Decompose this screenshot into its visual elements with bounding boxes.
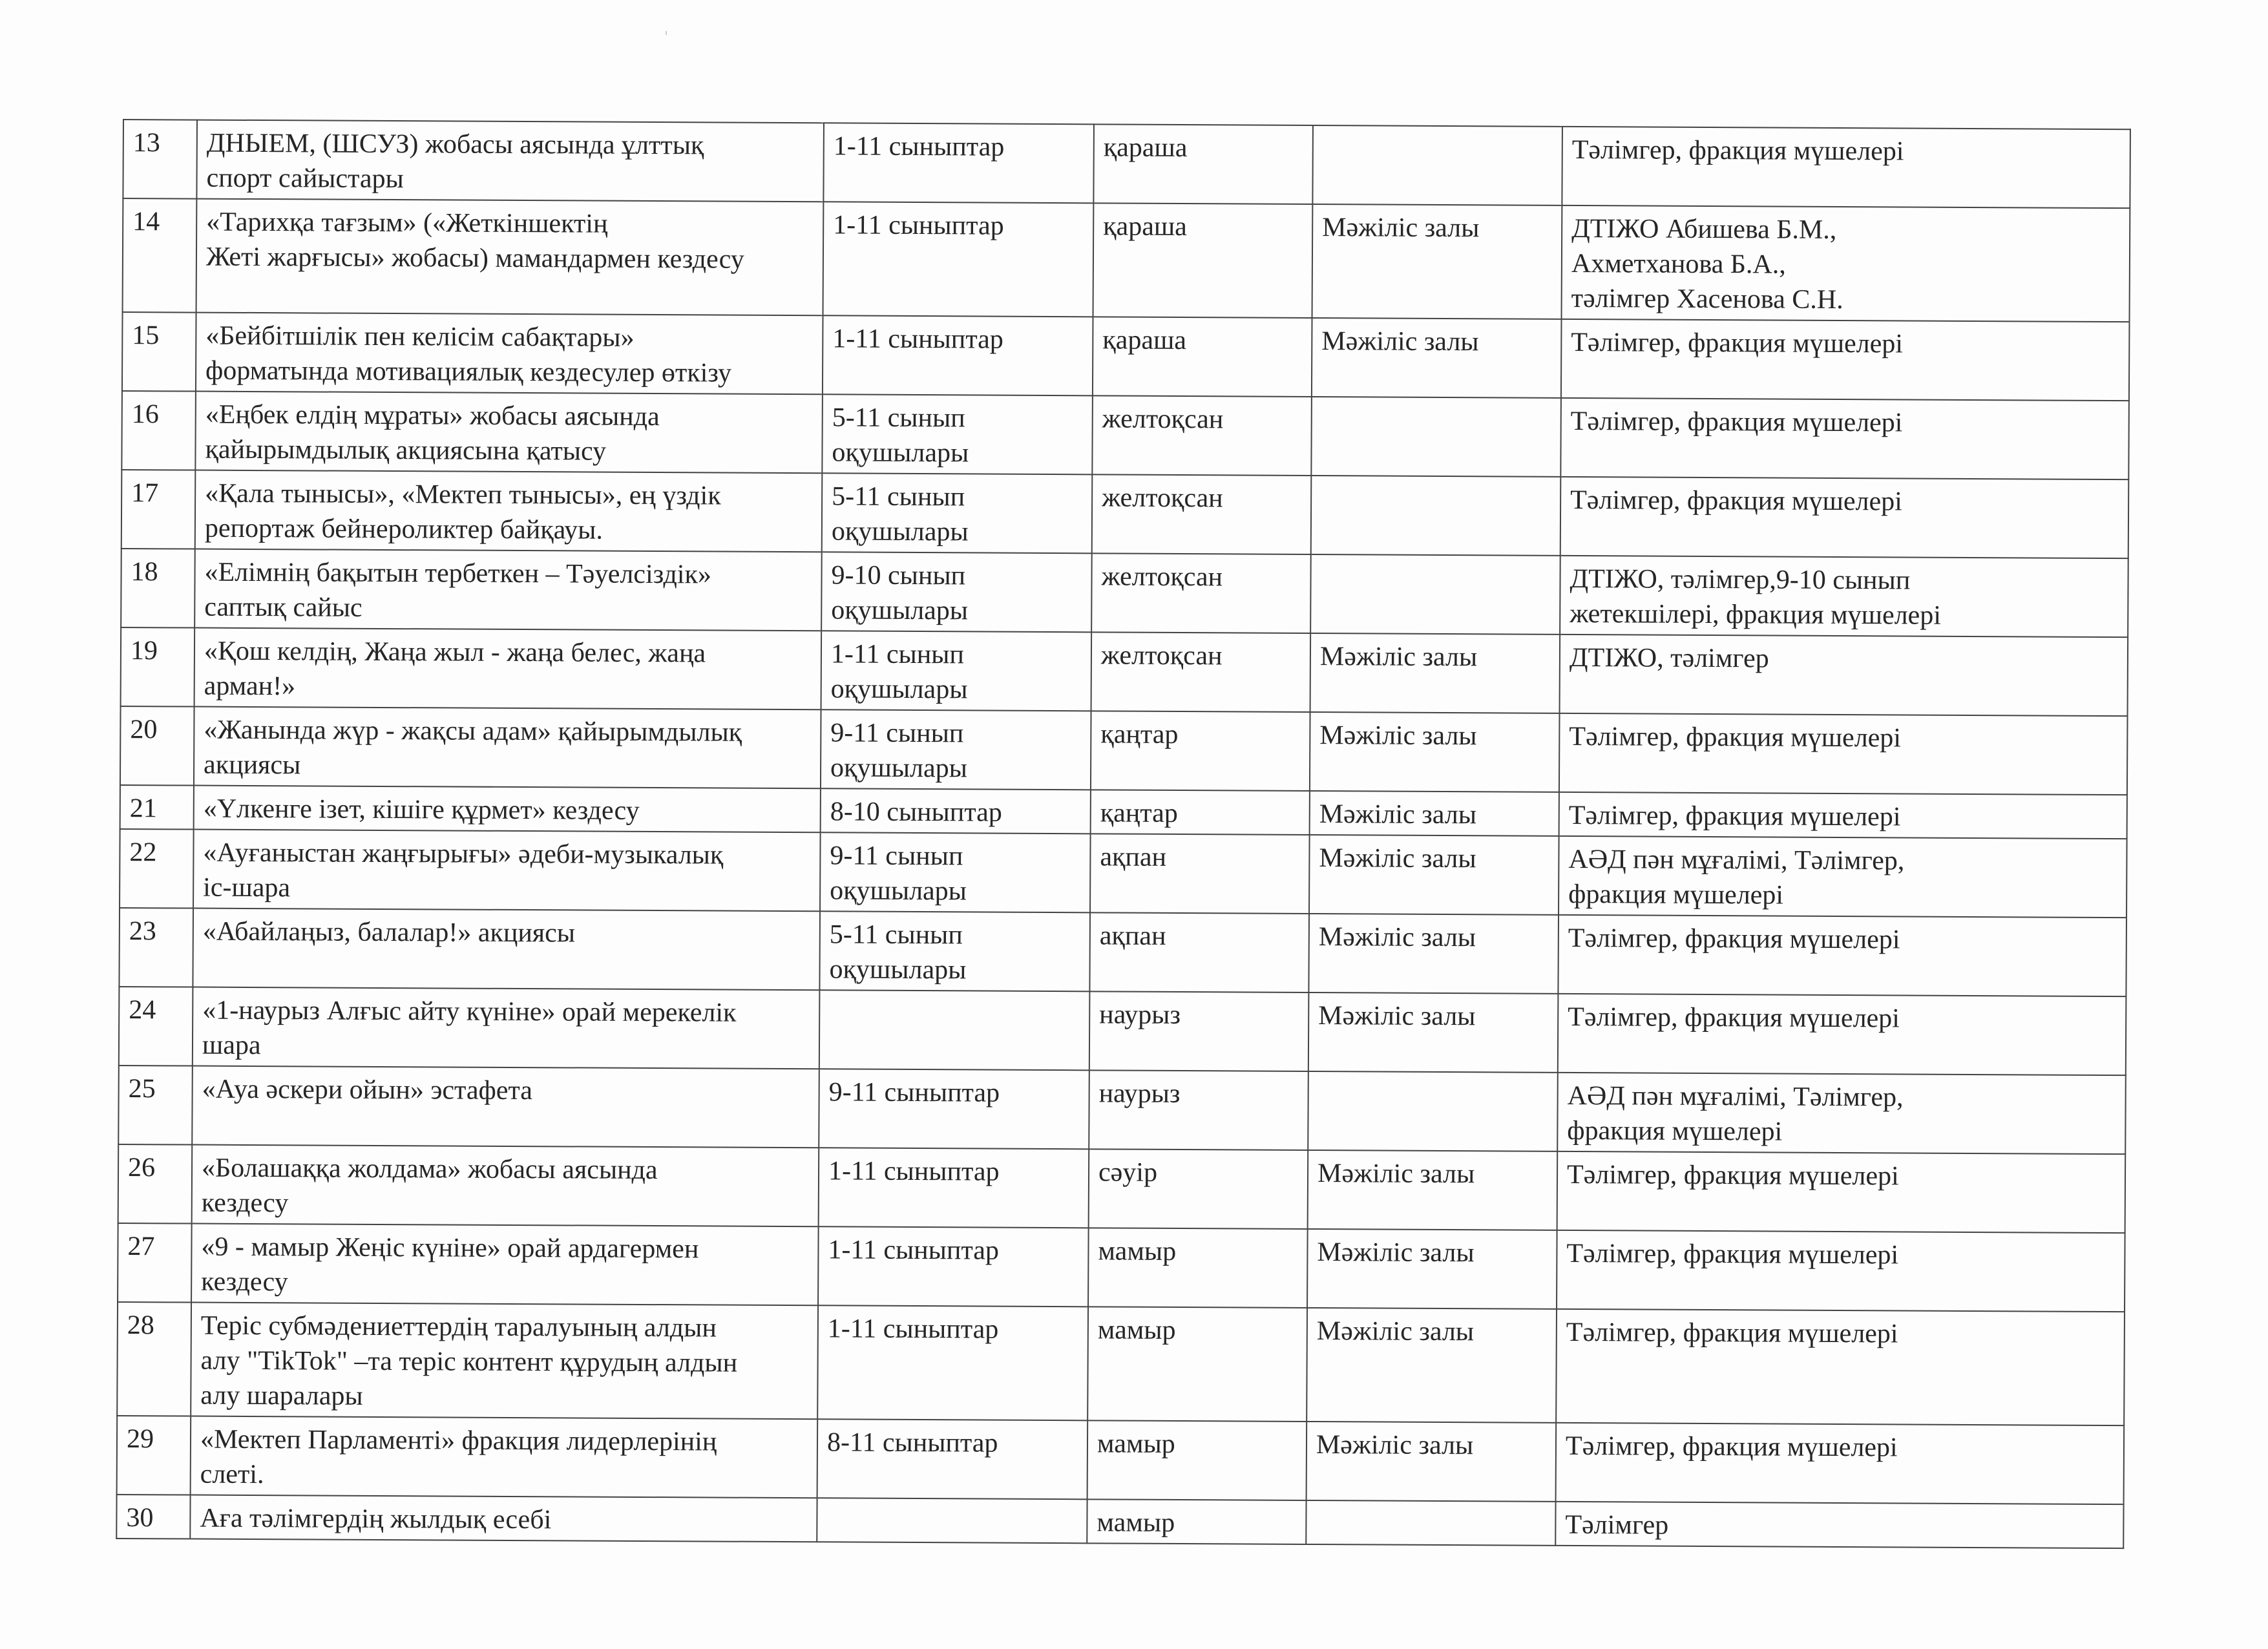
responsible-line: АӘД пән мұғалімі, Тәлімгер, — [1568, 844, 1905, 876]
row-number: 24 — [129, 995, 156, 1025]
venue-cell — [1310, 712, 1560, 792]
row-number: 14 — [132, 207, 160, 237]
venue-text: Мәжіліс залы — [1321, 326, 1479, 357]
responsible-line: Тәлімгер — [1565, 1509, 1669, 1540]
venue-text: Мәжіліс залы — [1319, 799, 1477, 830]
venue-text: Мәжіліс залы — [1318, 1001, 1476, 1032]
row-number: 22 — [129, 837, 157, 868]
table-row — [123, 120, 2130, 208]
venue-cell — [1308, 1150, 1558, 1230]
event-title-cell — [196, 313, 823, 395]
participants-line: оқушылары — [831, 516, 969, 547]
event-title-line: «9 - мамыр Жеңіс күніне» орай ардагермен — [201, 1232, 699, 1265]
row-number: 26 — [127, 1153, 156, 1183]
event-title-cell — [192, 1066, 819, 1148]
venue-cell — [1307, 1422, 1557, 1502]
row-number: 19 — [130, 636, 158, 666]
month-text: мамыр — [1097, 1315, 1176, 1345]
participants-line: 8-10 сыныптар — [830, 797, 1002, 828]
venue-text — [1321, 403, 1551, 404]
event-title-cell — [196, 120, 824, 202]
participants-line: оқушылары — [830, 674, 968, 705]
responsible-cell — [1557, 1151, 2126, 1233]
responsible-line: фракция мүшелері — [1568, 879, 1784, 910]
row-number: 21 — [129, 793, 157, 824]
row-number-cell — [121, 391, 196, 470]
venue-cell — [1311, 397, 1561, 477]
responsible-cell — [1557, 1073, 2126, 1154]
responsible-line: Тәлімгер, фракция мүшелері — [1569, 721, 1902, 753]
month-text: қаңтар — [1100, 798, 1178, 828]
event-title-line: «Болашаққа жолдама» жобасы аясында — [201, 1153, 658, 1186]
row-number: 23 — [129, 916, 156, 947]
event-title-line: «Қала тынысы», «Мектеп тынысы», ең үздік — [205, 478, 721, 511]
event-title-line: форматында мотивациялық кездесулер өткізу — [205, 355, 732, 388]
participants-line: оқушылары — [830, 753, 968, 784]
month-cell — [1093, 203, 1313, 318]
event-title-cell — [194, 628, 822, 710]
event-title-line: арман!» — [204, 671, 296, 702]
event-plan-table — [116, 119, 2131, 1549]
row-number: 28 — [127, 1310, 154, 1341]
venue-cell — [1308, 914, 1559, 994]
venue-cell — [1310, 633, 1560, 713]
participants-line: 9-10 сынып — [831, 560, 966, 591]
participants-line: 1-11 сынып — [830, 639, 965, 670]
month-text: қараша — [1102, 325, 1187, 356]
responsible-line: Тәлімгер, фракция мүшелері — [1568, 923, 1900, 955]
month-cell — [1087, 1499, 1306, 1544]
row-number-cell — [117, 1302, 191, 1416]
responsible-line: ДТІЖО, тәлімгер — [1569, 642, 1769, 674]
participants-cell — [823, 202, 1094, 317]
event-title-line: Теріс субмәдениеттердің таралуының алдын — [200, 1310, 717, 1343]
event-title-line: «Ауғаныстан жаңғырығы» әдеби-музыкалық — [203, 837, 724, 870]
responsible-cell — [1559, 713, 2128, 795]
venue-cell — [1312, 125, 1562, 205]
month-cell — [1091, 632, 1311, 712]
responsible-line: Тәлімгер, фракция мүшелері — [1566, 1317, 1898, 1349]
responsible-cell — [1558, 994, 2126, 1075]
participants-cell — [821, 788, 1091, 834]
participants-line: 5-11 сынып — [829, 919, 963, 951]
participants-cell — [821, 709, 1091, 790]
event-title-line: «Жанында жүр - жақсы адам» қайырымдылық — [204, 715, 742, 748]
month-text: ақпан — [1100, 842, 1167, 872]
event-title-line: «Ауа әскери ойын» эстафета — [202, 1074, 533, 1106]
responsible-line: ДТІЖО, тәлімгер,9-10 сынып — [1570, 563, 1911, 596]
participants-line: оқушылары — [832, 437, 969, 468]
table-row — [123, 198, 2130, 322]
row-number: 16 — [131, 399, 159, 430]
month-text: наурыз — [1099, 1000, 1181, 1031]
event-title-line: «Үлкенге ізет, кішіге құрмет» кездесу — [203, 793, 640, 826]
event-title-line: алу "TikTok" –та теріс контент құрудың алдын — [200, 1345, 738, 1378]
participants-line: 1-11 сыныптар — [827, 1314, 999, 1345]
participants-cell — [817, 1498, 1087, 1543]
venue-cell — [1308, 993, 1559, 1073]
event-title-line: «Тарихқа тағзым» («Жеткіншектің — [206, 207, 608, 239]
responsible-cell — [1560, 635, 2128, 716]
table-row — [116, 1495, 2123, 1548]
table-row — [117, 1416, 2125, 1504]
venue-text: Мәжіліс залы — [1319, 843, 1476, 874]
venue-text — [1316, 1506, 1546, 1507]
event-title-line: кездесу — [201, 1188, 289, 1219]
event-title-cell — [194, 707, 821, 789]
row-number-cell — [118, 1144, 193, 1224]
responsible-line: жетекшілері, фракция мүшелері — [1570, 598, 1942, 631]
venue-text: Мәжіліс залы — [1317, 1237, 1475, 1268]
row-number-cell — [119, 987, 193, 1066]
month-text: сәуір — [1098, 1157, 1158, 1188]
row-number: 13 — [132, 128, 160, 158]
participants-line: оқушылары — [831, 595, 969, 626]
event-title-cell — [192, 1145, 819, 1227]
event-title-cell — [193, 909, 820, 991]
event-title-line: «Бейбітшілік пен келісім сабақтары» — [205, 320, 635, 353]
row-number: 30 — [126, 1503, 154, 1533]
event-title-cell — [194, 786, 821, 833]
scan-artifact — [666, 31, 667, 35]
participants-cell — [822, 394, 1093, 474]
event-title-cell — [195, 392, 823, 474]
table-row — [119, 908, 2126, 996]
venue-text — [1321, 481, 1551, 483]
event-title-line: алу шаралары — [200, 1380, 363, 1411]
event-title-line: Аға тәлімгердің жылдық есебі — [200, 1503, 552, 1535]
event-title-cell — [193, 830, 821, 912]
month-cell — [1092, 474, 1312, 554]
month-cell — [1089, 991, 1309, 1071]
responsible-cell — [1560, 556, 2128, 637]
responsible-cell — [1559, 792, 2127, 839]
table-row — [120, 706, 2128, 795]
venue-text: Мәжіліс залы — [1319, 642, 1478, 673]
event-title-line: «Еңбек елдің мұраты» жобасы аясында — [205, 399, 660, 432]
table-row — [122, 312, 2130, 401]
row-number-cell — [118, 1223, 192, 1303]
responsible-line: Тәлімгер, фракция мүшелері — [1570, 406, 1903, 438]
event-title-line: қайырымдылық акциясына қатысу — [205, 434, 607, 467]
row-number-cell — [117, 1416, 191, 1495]
row-number-cell — [122, 312, 196, 392]
participants-cell — [821, 631, 1092, 711]
event-title-line: слеті. — [200, 1459, 264, 1490]
month-cell — [1089, 1070, 1308, 1150]
month-cell — [1091, 711, 1310, 791]
participants-line: оқушылары — [829, 954, 967, 985]
row-number-cell — [123, 198, 197, 313]
venue-text — [1321, 560, 1551, 562]
event-title-cell — [195, 470, 823, 552]
month-text: желтоқсан — [1102, 483, 1223, 514]
table-row — [117, 1302, 2125, 1425]
participants-line: 1-11 сыныптар — [832, 324, 1003, 355]
responsible-line: Тәлімгер, фракция мүшелері — [1571, 134, 1904, 167]
responsible-line: Тәлімгер, фракция мүшелері — [1571, 327, 1904, 359]
table-row — [118, 1066, 2126, 1154]
responsible-line: Тәлімгер, фракция мүшелері — [1568, 1002, 1900, 1034]
participants-line: 5-11 сынып — [832, 403, 965, 434]
participants-cell — [819, 911, 1090, 991]
month-cell — [1089, 912, 1309, 993]
table-row — [121, 391, 2129, 479]
responsible-cell — [1562, 205, 2130, 322]
event-title-line: «Абайлаңыз, балалар!» акциясы — [202, 916, 576, 949]
participants-cell — [822, 473, 1093, 553]
responsible-line: Тәлімгер, фракция мүшелері — [1568, 800, 1901, 832]
event-title-cell — [191, 1224, 819, 1306]
participants-line: 9-11 сынып — [830, 841, 963, 872]
month-text: ақпан — [1099, 921, 1166, 951]
venue-cell — [1312, 318, 1562, 398]
participants-cell — [821, 552, 1092, 632]
responsible-cell — [1556, 1309, 2125, 1425]
month-text: қараша — [1103, 211, 1187, 242]
row-number-cell — [119, 908, 193, 987]
row-number: 20 — [130, 715, 158, 745]
event-title-line: «1-наурыз Алғыс айту күніне» орай мерекелік — [202, 995, 737, 1028]
month-text: мамыр — [1098, 1236, 1177, 1266]
participants-line: 1-11 сыныптар — [828, 1235, 1000, 1266]
responsible-cell — [1555, 1502, 2123, 1548]
responsible-line: Ахметханова Б.А., — [1571, 248, 1786, 280]
row-number-cell — [121, 549, 195, 628]
venue-text — [1318, 1077, 1548, 1078]
row-number-cell — [121, 470, 196, 549]
participants-cell — [823, 315, 1093, 395]
participants-line: 1-11 сыныптар — [828, 1156, 1000, 1187]
participants-line: 1-11 сыныптар — [833, 131, 1005, 162]
event-title-line: акциясы — [204, 750, 301, 781]
participants-cell — [820, 832, 1091, 912]
row-number: 29 — [126, 1424, 154, 1455]
participants-line: 5-11 сынып — [832, 481, 965, 512]
event-title-line: «Қош келдің, Жаңа жыл - жаңа белес, жаңа — [204, 636, 706, 669]
venue-text: Мәжіліс залы — [1316, 1430, 1474, 1461]
participants-cell — [823, 123, 1094, 203]
table-row — [118, 1144, 2126, 1233]
table-row — [119, 987, 2126, 1075]
venue-cell — [1310, 554, 1560, 635]
venue-text: Мәжіліс залы — [1316, 1316, 1475, 1347]
row-number-cell — [120, 829, 194, 909]
table-row — [121, 627, 2128, 716]
responsible-line: ДТІЖО Абишева Б.М., — [1571, 213, 1837, 245]
participants-cell — [817, 1419, 1088, 1499]
table-row — [121, 549, 2128, 637]
responsible-cell — [1557, 1230, 2125, 1312]
month-cell — [1091, 553, 1311, 633]
participants-cell — [819, 1148, 1089, 1228]
venue-text: Мәжіліс залы — [1322, 213, 1480, 244]
month-cell — [1092, 395, 1312, 476]
event-title-line: Жеті жарғысы» жобасы) мамандармен кездесу — [205, 242, 744, 275]
event-title-line: репортаж бейнероликтер байқауы. — [204, 513, 604, 545]
row-number-cell — [118, 1066, 193, 1145]
month-cell — [1093, 317, 1312, 397]
responsible-line: Тәлімгер, фракция мүшелері — [1566, 1159, 1899, 1192]
venue-cell — [1309, 835, 1559, 915]
row-number-cell — [120, 706, 194, 786]
responsible-cell — [1558, 915, 2126, 996]
event-title-line: саптық сайыс — [204, 592, 362, 623]
event-title-cell — [191, 1303, 818, 1420]
venue-cell — [1308, 1071, 1558, 1151]
month-cell — [1091, 790, 1310, 835]
row-number: 18 — [131, 557, 158, 587]
responsible-cell — [1560, 398, 2129, 479]
venue-cell — [1310, 791, 1559, 836]
event-title-line: шара — [202, 1030, 261, 1061]
row-number: 15 — [132, 320, 160, 351]
month-cell — [1087, 1420, 1307, 1500]
row-number: 25 — [128, 1074, 156, 1104]
event-title-line: «Елімнің бақытын тербеткен – Тәуелсіздік» — [204, 557, 712, 590]
participants-cell — [819, 990, 1090, 1070]
venue-cell — [1312, 204, 1562, 319]
participants-line: 8-11 сыныптар — [826, 1427, 998, 1458]
row-number: 27 — [127, 1232, 155, 1262]
responsible-line: Тәлімгер, фракция мүшелері — [1570, 485, 1902, 517]
event-title-cell — [196, 199, 824, 316]
responsible-line: АӘД пән мұғалімі, Тәлімгер, — [1567, 1080, 1904, 1113]
venue-cell — [1306, 1500, 1555, 1546]
table-row — [120, 829, 2127, 918]
participants-line: 9-11 сынып — [830, 718, 964, 749]
event-title-line: «Мектеп Парламенті» фракция лидерлерінің — [200, 1424, 717, 1457]
event-title-line: іс-шара — [203, 872, 291, 903]
month-text: қаңтар — [1100, 719, 1179, 750]
month-cell — [1089, 1149, 1308, 1229]
month-cell — [1093, 124, 1313, 204]
month-text: желтоқсан — [1100, 640, 1223, 671]
row-number-cell — [116, 1495, 190, 1539]
responsible-line: Тәлімгер, фракция мүшелері — [1565, 1431, 1898, 1463]
month-cell — [1087, 1307, 1307, 1422]
venue-cell — [1307, 1229, 1557, 1309]
venue-text: Мәжіліс залы — [1317, 1159, 1475, 1190]
venue-text: Мәжіліс залы — [1318, 922, 1476, 953]
month-text: желтоқсан — [1101, 562, 1223, 593]
month-cell — [1090, 834, 1310, 914]
participants-cell — [817, 1305, 1088, 1420]
event-plan-table-body — [116, 120, 2130, 1548]
month-text: қараша — [1103, 132, 1188, 163]
responsible-line: тәлімгер Хасенова С.Н. — [1571, 283, 1843, 315]
event-title-line: кездесу — [201, 1266, 288, 1297]
row-number-cell — [120, 785, 194, 830]
responsible-line: Тәлімгер, фракция мүшелері — [1566, 1238, 1899, 1270]
responsible-cell — [1556, 1423, 2125, 1504]
month-text: желтоқсан — [1102, 404, 1224, 435]
table-row — [118, 1223, 2125, 1312]
venue-cell — [1311, 476, 1561, 556]
event-title-cell — [193, 987, 820, 1069]
participants-line: 9-11 сыныптар — [828, 1077, 1000, 1108]
participants-line: 1-11 сыныптар — [833, 210, 1004, 241]
responsible-line: фракция мүшелері — [1567, 1115, 1783, 1147]
venue-text: Мәжіліс залы — [1319, 720, 1477, 751]
event-title-cell — [190, 1495, 817, 1542]
row-number: 17 — [131, 478, 159, 509]
month-text: мамыр — [1097, 1429, 1175, 1459]
table-row — [121, 470, 2129, 558]
responsible-cell — [1561, 319, 2130, 401]
row-number-cell — [123, 120, 197, 199]
row-number-cell — [121, 627, 195, 707]
month-text: наурыз — [1098, 1078, 1181, 1109]
participants-cell — [819, 1069, 1089, 1149]
month-cell — [1088, 1228, 1308, 1308]
responsible-cell — [1559, 836, 2127, 918]
venue-cell — [1307, 1308, 1557, 1423]
event-title-cell — [194, 549, 822, 631]
event-title-line: спорт сайыстары — [206, 163, 404, 194]
month-text: мамыр — [1097, 1507, 1175, 1538]
participants-cell — [818, 1226, 1089, 1307]
participants-line: оқушылары — [830, 876, 967, 907]
responsible-cell — [1562, 127, 2130, 208]
responsible-cell — [1560, 477, 2129, 558]
event-title-cell — [191, 1416, 818, 1498]
venue-text — [1323, 131, 1553, 132]
event-title-line: ДНЫЕМ, (ШСУЗ) жобасы аясында ұлттық — [206, 128, 704, 161]
